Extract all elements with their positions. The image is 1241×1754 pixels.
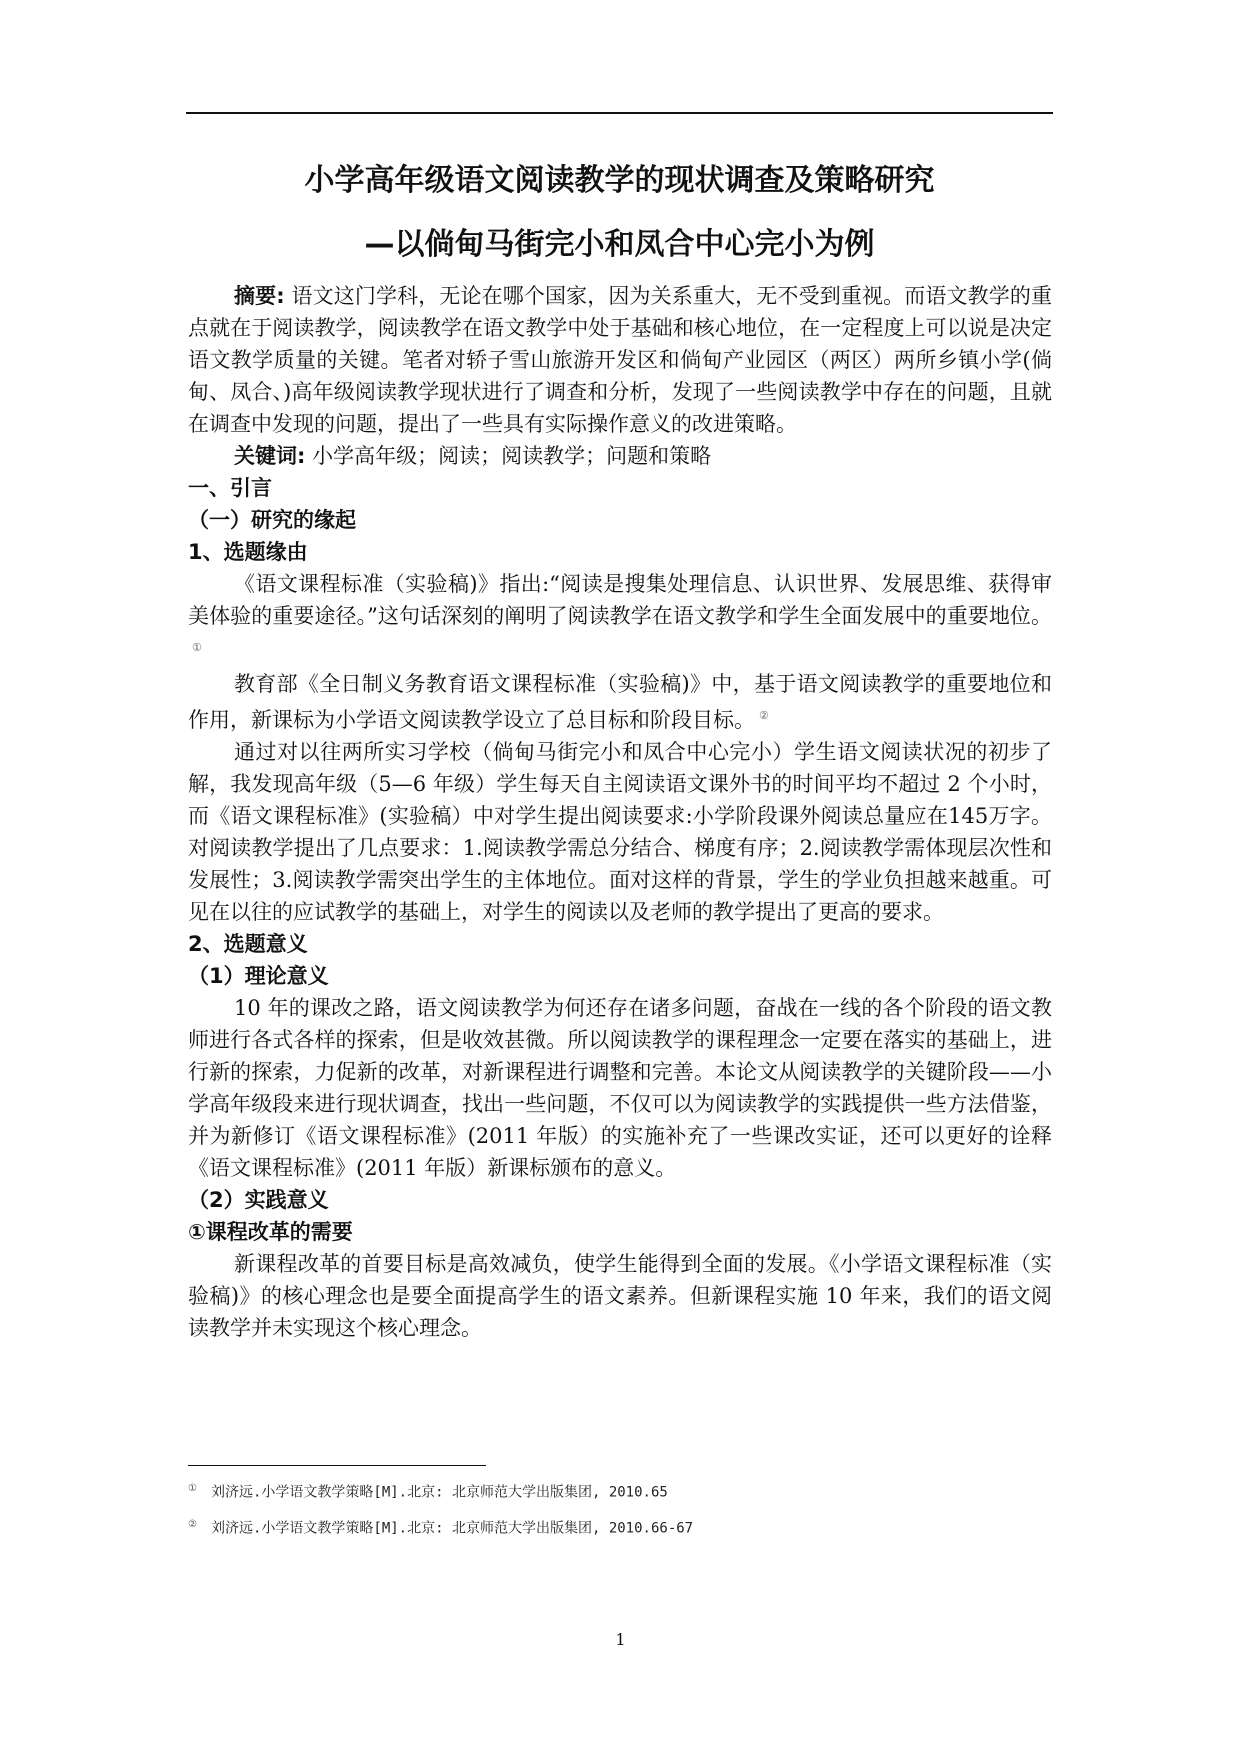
keywords-text: 小学高年级；阅读；阅读教学；问题和策略: [312, 444, 712, 468]
footnote-2: [188, 1516, 1052, 1538]
abstract-text: 语文这门学科，无论在哪个国家，因为关系重大，无不受到重视。而语文教学的重点就在于阅读教学，阅读教学在语文教学中处于基础和核心地位，在一定程度上可以说是决定语文教学质量的关键。笔者对轿子雪山旅游开发区和倘甸产业园区（两区）两所乡镇小学(倘甸、凤合、)高年级阅读教学现状进行了调查和分析，发现了一些阅读教学中存在的问题，且就在调查中发现的问题，提出了一些具有实际操作意义的改进策略。: [188, 284, 1052, 436]
footnote-rule: [188, 1465, 486, 1466]
abstract: [188, 280, 1052, 440]
header-rule: [186, 112, 1053, 114]
footnote-text: 刘济远.小学语文教学策略[M].北京: 北京师范大学出版集团, 2010.65: [210, 1484, 668, 1501]
footnote-1: [188, 1480, 1052, 1502]
heading-topic-reason: 1、选题缘由: [188, 540, 308, 564]
footnotes: [188, 1480, 1052, 1551]
page-number: 1: [615, 1630, 626, 1649]
paragraph: 通过对以往两所实习学校（倘甸马街完小和凤合中心完小）学生语文阅读状况的初步了解，我发现高年级（5—6 年级）学生每天自主阅读语文课外书的时间平均不超过 2 个小时，而《语文课程标准》(实验稿）中对学生提出阅读要求:小学阶段课外阅读总量应在145万字。对阅读教学提出了几点要求：1.阅读教学需总分结合、梯度有序；2.阅读教学需体现层次性和发展性；3.阅读教学需突出学生的主体地位。面对这样的背景，学生的学业负担越来越重。可见在以往的应试教学的基础上，对学生的阅读以及老师的教学提出了更高的要求。: [188, 740, 1052, 924]
footnote-text: 刘济远.小学语文教学策略[M].北京: 北京师范大学出版集团, 2010.66-67: [210, 1520, 694, 1537]
keywords-label: 关键词:: [234, 444, 306, 468]
paper-title: 小学高年级语文阅读教学的现状调查及策略研究: [304, 163, 935, 198]
footnote-mark: ②: [188, 1518, 197, 1530]
abstract-label: 摘要:: [234, 284, 285, 308]
section-heading-introduction: 一、引言: [188, 476, 272, 500]
heading-practical-significance: （2）实践意义: [188, 1188, 329, 1212]
footnote-ref-2[interactable]: ②: [759, 709, 769, 722]
paragraph-text: 《语文课程标准（实验稿)》指出:“阅读是搜集处理信息、认识世界、发展思维、获得审美体验的重要途径。”这句话深刻的阐明了阅读教学在语文教学和学生全面发展中的重要地位。: [188, 572, 1052, 628]
paper-body: [188, 280, 1052, 1344]
paragraph: [188, 668, 1052, 736]
paragraph: 新课程改革的首要目标是高效减负，使学生能得到全面的发展。《小学语文课程标准（实验稿)》的核心理念也是要全面提高学生的语文素养。但新课程实施 10 年来，我们的语文阅读教学并未实现这个核心理念。: [188, 1252, 1052, 1340]
heading-topic-significance: 2、选题意义: [188, 932, 308, 956]
keywords: [188, 440, 1052, 472]
paragraph-text: 教育部《全日制义务教育语文课程标准（实验稿)》中，基于语文阅读教学的重要地位和作用，新课标为小学语文阅读教学设立了总目标和阶段目标。: [188, 672, 1052, 732]
footnote-mark: ①: [188, 1483, 197, 1494]
heading-curriculum-reform: ①课程改革的需要: [188, 1220, 353, 1244]
subsection-heading-origin: （一）研究的缘起: [188, 508, 356, 532]
heading-theoretical-significance: （1）理论意义: [188, 964, 329, 988]
paragraph: [188, 568, 1052, 668]
paragraph: 10 年的课改之路，语文阅读教学为何还存在诸多问题，奋战在一线的各个阶段的语文教师进行各式各样的探索，但是收效甚微。所以阅读教学的课程理念一定要在落实的基础上，进行新的探索，力促新的改革，对新课程进行调整和完善。本论文从阅读教学的关键阶段——小学高年级段来进行现状调查，找出一些问题，不仅可以为阅读教学的实践提供一些方法借鉴，并为新修订《语文课程标准》(2011 年版）的实施补充了一些课改实证，还可以更好的诠释《语文课程标准》(2011 年版）新课标颁布的意义。: [188, 996, 1052, 1180]
paper-subtitle: —以倘甸马街完小和凤合中心完小为例: [364, 227, 875, 262]
footnote-ref-1[interactable]: ①: [192, 641, 202, 654]
